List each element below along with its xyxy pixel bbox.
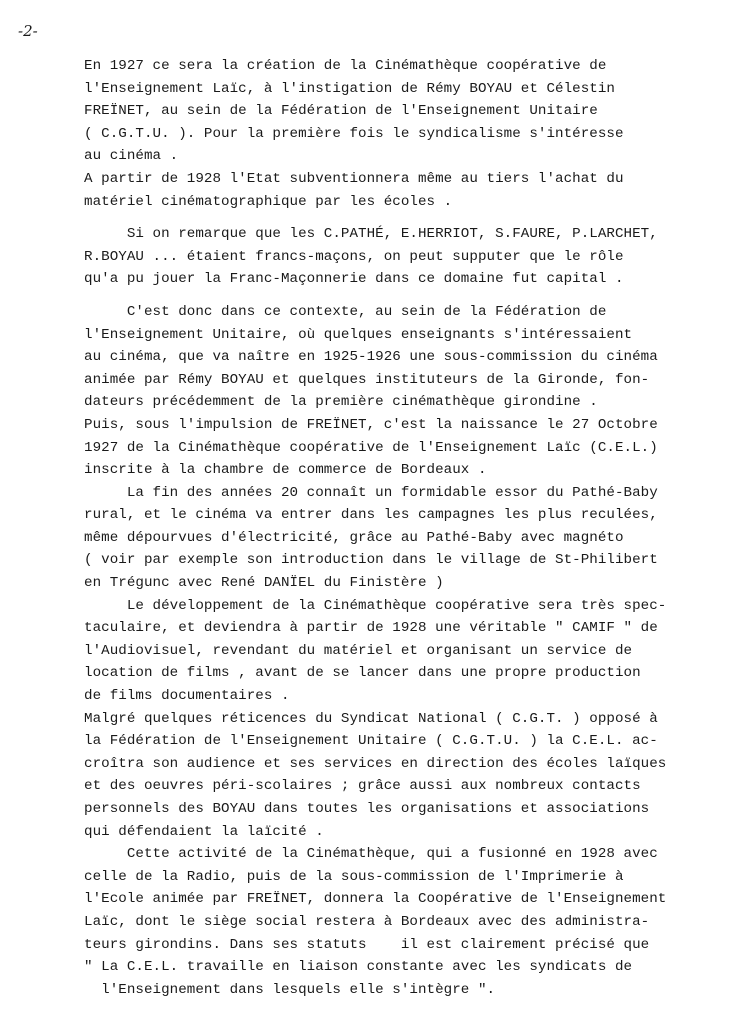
text-line: croîtra son audience et ses services en direction des écoles laïques [84,755,667,772]
text-line: taculaire, et deviendra à partir de 1928 une véritable " CAMIF " de [84,620,658,637]
text-line: la Fédération de l'Enseignement Unitaire ( C.G.T.U. ) la C.E.L. ac- [84,733,658,750]
text-line: matériel cinématographique par les écoles . [84,193,453,210]
page-number: -2- [18,22,38,40]
text-line: qu'a pu jouer la Franc-Maçonnerie dans ce domaine fut capital . [84,271,624,288]
text-line: 1927 de la Cinémathèque coopérative de l'Enseignement Laïc (C.E.L.) [84,439,658,456]
text-line: l'Enseignement Laïc, à l'instigation de Rémy BOYAU et Célestin [84,80,615,97]
paragraph [84,223,724,291]
text-line: au cinéma . [84,148,179,165]
text-line: au cinéma, que va naître en 1925-1926 une sous-commission du cinéma [84,349,658,366]
text-line: R.BOYAU ... étaient francs-maçons, on peut supputer que le rôle [84,248,624,265]
paragraph-gap [84,213,724,223]
text-line: ( C.G.T.U. ). Pour la première fois le syndicalisme s'intéresse [84,125,624,142]
text-line: l'Enseignement dans lesquels elle s'intègre ". [84,981,496,998]
text-line: Malgré quelques réticences du Syndicat National ( C.G.T. ) opposé à [84,710,658,727]
text-line: La fin des années 20 connaît un formidable essor du Pathé-Baby [84,484,658,501]
text-line: de films documentaires . [84,688,290,705]
text-line: l'Audiovisuel, revendant du matériel et organisant un service de [84,642,633,659]
text-line: C'est donc dans ce contexte, au sein de la Fédération de [84,303,607,320]
text-line: Cette activité de la Cinémathèque, qui a fusionné en 1928 avec [84,846,658,863]
text-line: animée par Rémy BOYAU et quelques instituteurs de la Gironde, fon- [84,371,650,388]
text-line: ( voir par exemple son introduction dans le village de St-Philibert [84,552,658,569]
text-line: Si on remarque que les C.PATHÉ, E.HERRIOT, S.FAURE, P.LARCHET, [84,226,658,243]
text-line: qui défendaient la laïcité . [84,823,324,840]
text-line: celle de la Radio, puis de la sous-commission de l'Imprimerie à [84,868,624,885]
text-line: Laïc, dont le siège social restera à Bordeaux avec des administra- [84,913,650,930]
text-line: Le développement de la Cinémathèque coopérative sera très spec- [84,597,667,614]
text-line: rural, et le cinéma va entrer dans les campagnes les plus reculées, [84,507,658,524]
text-line: l'Enseignement Unitaire, où quelques enseignants s'intéressaient [84,326,633,343]
text-line: Puis, sous l'impulsion de FREÏNET, c'est la naissance le 27 Octobre [84,416,658,433]
text-line: l'Ecole animée par FREÏNET, donnera la Coopérative de l'Enseignement [84,891,667,908]
text-line: location de films , avant de se lancer dans une propre production [84,665,641,682]
text-line: et des oeuvres péri-scolaires ; grâce aussi aux nombreux contacts [84,778,641,795]
text-line: inscrite à la chambre de commerce de Bordeaux . [84,462,487,479]
text-line: en Trégunc avec René DANÏEL du Finistère ) [84,575,444,592]
text-line: même dépourvues d'électricité, grâce au Pathé-Baby avec magnéto [84,529,624,546]
text-line: dateurs précédemment de la première cinémathèque girondine . [84,394,598,411]
paragraph [84,55,724,213]
text-line: A partir de 1928 l'Etat subventionnera même au tiers l'achat du [84,170,624,187]
text-line: " La C.E.L. travaille en liaison constante avec les syndicats de [84,959,633,976]
paragraph [84,301,724,1001]
text-line: FREÏNET, au sein de la Fédération de l'Enseignement Unitaire [84,103,598,120]
document-body [84,55,724,1001]
paragraph-gap [84,291,724,301]
text-line: teurs girondins. Dans ses statuts il est clairement précisé que [84,936,650,953]
text-line: personnels des BOYAU dans toutes les organisations et associations [84,801,650,817]
text-line: En 1927 ce sera la création de la Cinémathèque coopérative de [84,58,607,74]
